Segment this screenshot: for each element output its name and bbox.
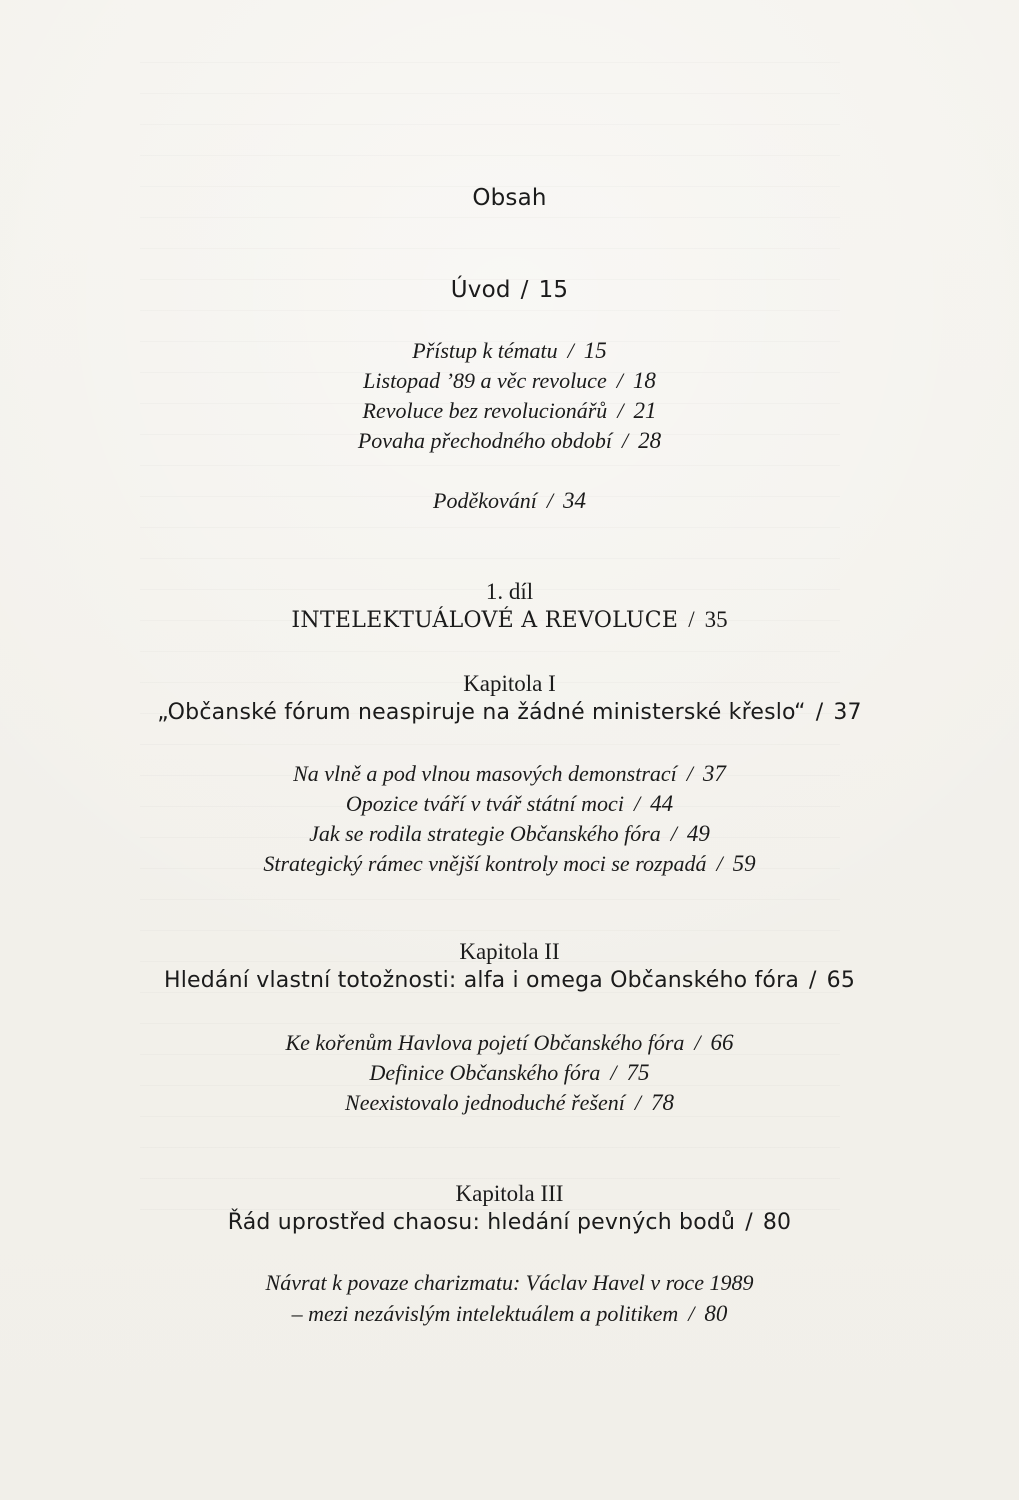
toc-entry-page: 49 <box>686 821 710 846</box>
chapter-heading-text: Kapitola I <box>463 671 556 696</box>
toc-title-text: Obsah <box>472 185 547 211</box>
toc-title <box>0 187 1019 210</box>
toc-entry-page: 37 <box>702 761 726 786</box>
toc-entry-page: 18 <box>632 368 656 393</box>
separator: / <box>688 607 695 632</box>
separator: / <box>567 338 574 363</box>
toc-entry-page: 44 <box>650 791 674 816</box>
toc-entry-ch1-4 <box>0 852 1019 875</box>
toc-entry-ch2-2 <box>0 1061 1019 1084</box>
toc-entry-page: 80 <box>704 1301 728 1326</box>
separator: / <box>634 1090 641 1115</box>
toc-entry-ch1-1 <box>0 762 1019 785</box>
toc-entry-page: 15 <box>583 338 607 363</box>
toc-entry-ch2-1 <box>0 1031 1019 1054</box>
toc-entry-label: Listopad ’89 a věc revoluce <box>363 368 607 393</box>
chapter-1-title <box>0 702 1019 724</box>
part-title-page: 35 <box>704 607 728 632</box>
part-title-text: INTELEKTUÁLOVÉ A REVOLUCE <box>291 608 679 633</box>
chapter-2-title <box>0 970 1019 992</box>
separator: / <box>622 428 629 453</box>
toc-entry-page: 75 <box>626 1060 650 1085</box>
chapter-2-heading <box>0 940 1019 963</box>
chapter-3-title <box>0 1212 1019 1234</box>
toc-entry-page: 28 <box>638 428 662 453</box>
toc-entry-label: Povaha přechodného období <box>357 428 613 453</box>
toc-entry-label: Přístup k tématu <box>412 338 558 363</box>
toc-entry-uvod <box>0 279 1019 302</box>
toc-entry-label: Ke kořenům Havlova pojetí Občanského fóra <box>285 1030 685 1055</box>
toc-entry-label: Poděkování <box>433 488 537 513</box>
toc-entry-ch3-1 <box>0 1272 1019 1294</box>
part-number-text: 1. díl <box>485 579 534 604</box>
chapter-title-text: Řád uprostřed chaosu: hledání pevných bodů <box>227 1210 736 1235</box>
toc-entry-label: Strategický rámec vnější kontroly moci se rozpadá <box>263 851 707 876</box>
part-title <box>0 608 1019 632</box>
separator: / <box>520 277 529 303</box>
toc-entry-ch2-3 <box>0 1091 1019 1114</box>
toc-entry-label: Neexistovalo jednoduché řešení <box>345 1090 625 1115</box>
toc-entry-intro-2 <box>0 369 1019 392</box>
separator: / <box>688 1301 695 1326</box>
toc-entry-label: Na vlně a pod vlnou masových demonstrací <box>293 761 677 786</box>
separator: / <box>633 791 641 816</box>
toc-entry-page: 59 <box>732 851 756 876</box>
toc-entry-intro-4 <box>0 429 1019 452</box>
toc-entry-page: 78 <box>650 1090 674 1115</box>
toc-entry-label: Opozice tváří v tvář státní moci <box>345 791 624 816</box>
toc-entry-label: Úvod <box>450 277 511 303</box>
toc-entry-intro-3 <box>0 399 1019 422</box>
separator: / <box>610 1060 617 1085</box>
chapter-title-page: 65 <box>826 968 856 993</box>
chapter-heading-text: Kapitola III <box>455 1181 564 1206</box>
separator: / <box>616 368 623 393</box>
separator: / <box>670 821 677 846</box>
toc-entry-label: – mezi nezávislým intelektuálem a politikem <box>291 1301 679 1326</box>
toc-entry-ch1-2 <box>0 792 1019 815</box>
toc-entry-page: 15 <box>538 277 569 303</box>
toc-entry-label: Definice Občanského fóra <box>369 1060 601 1085</box>
separator: / <box>809 968 817 993</box>
toc-entry-podekovani <box>0 489 1019 512</box>
chapter-title-text: Hledání vlastní totožnosti: alfa i omega Občanského fóra <box>163 968 799 993</box>
separator: / <box>686 761 693 786</box>
chapter-3-heading <box>0 1182 1019 1205</box>
separator: / <box>617 398 624 423</box>
chapter-title-page: 80 <box>762 1210 792 1235</box>
separator: / <box>694 1030 701 1055</box>
toc-entry-intro-1 <box>0 339 1019 362</box>
toc-entry-page: 66 <box>710 1030 734 1055</box>
chapter-title-text: „Občanské fórum neaspiruje na žádné ministerské křeslo“ <box>157 700 806 725</box>
chapter-heading-text: Kapitola II <box>459 939 560 964</box>
toc-entry-label: Návrat k povaze charizmatu: Václav Havel v roce 1989 <box>265 1270 754 1295</box>
toc-entry-ch3-2 <box>0 1302 1019 1325</box>
toc-entry-page: 21 <box>633 398 657 423</box>
separator: / <box>745 1210 753 1235</box>
toc-entry-page: 34 <box>562 488 586 513</box>
chapter-title-page: 37 <box>833 700 862 725</box>
toc-entry-label: Revoluce bez revolucionářů <box>362 398 608 423</box>
chapter-1-heading <box>0 672 1019 695</box>
part-number <box>0 580 1019 603</box>
toc-entry-ch1-3 <box>0 822 1019 845</box>
separator: / <box>546 488 553 513</box>
toc-entry-label: Jak se rodila strategie Občanského fóra <box>309 821 661 846</box>
separator: / <box>716 851 723 876</box>
separator: / <box>815 700 824 725</box>
